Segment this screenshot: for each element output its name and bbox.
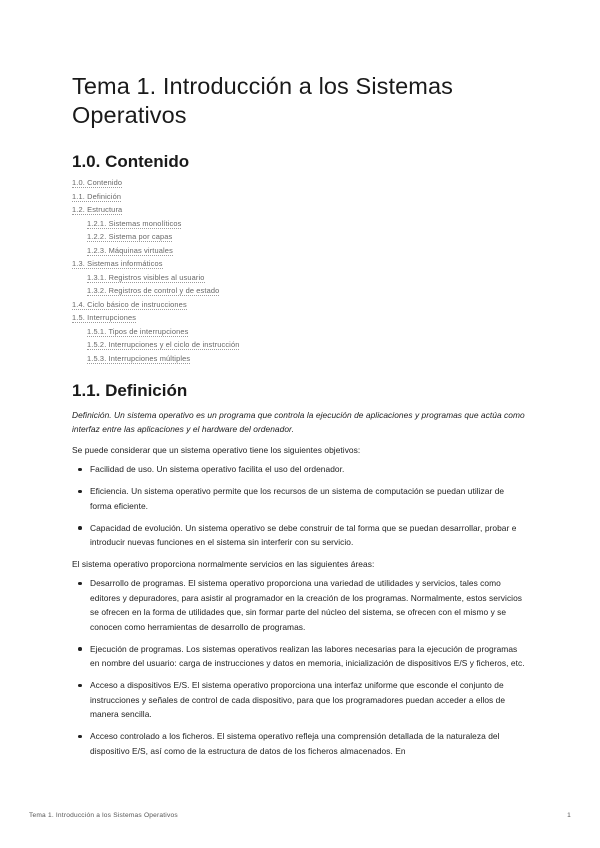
list-item: Desarrollo de programas. El sistema operativo proporciona una variedad de utilidades y servicios, tales como editores y depuradores, para asistir al programador en la creación de los programas. Normalmente, estos servicios se ofrecen en la forma de utilidades que, sin formar parte del núcleo del sistema, se ofrecen con el mismo y se conocen como herramientas de desarrollo de programas. [72,576,528,634]
objectives-intro: Se puede considerar que un sistema operativo tiene los siguientes objetivos: [72,445,361,455]
services-intro: El sistema operativo proporciona normalmente servicios en las siguientes áreas: [72,559,375,569]
toc-item[interactable]: 1.3.2. Registros de control y de estado [87,286,220,295]
list-item: Eficiencia. Un sistema operativo permite que los recursos de un sistema de computación se puedan utilizar de forma eficiente. [72,484,528,513]
section-heading-contenido: 1.0. Contenido [72,152,190,171]
page-number: 1 [567,812,571,819]
toc-item[interactable]: 1.5.2. Interrupciones y el ciclo de instrucción [87,340,240,349]
toc-item[interactable]: 1.2.2. Sistema por capas [87,232,173,241]
section-heading-definicion: 1.1. Definición [72,381,188,400]
toc-item[interactable]: 1.2.1. Sistemas monolíticos [87,218,182,228]
toc-item[interactable]: 1.3.1. Registros visibles al usuario [87,272,205,282]
objectives-list [72,462,528,550]
list-item: Ejecución de programas. Los sistemas operativos realizan las labores necesarias para la ejecución de programas en nombre del usuario: carga de instrucciones y datos en memoria, inicialización de dispositivos E/S y ficheros, etc. [72,642,528,671]
toc-item[interactable]: 1.4. Ciclo básico de instrucciones [72,299,187,309]
toc-item[interactable]: 1.0. Contenido [72,178,123,187]
toc-item[interactable]: 1.5.1. Tipos de interrupciones [87,326,189,336]
toc-item[interactable]: 1.3. Sistemas informáticos [72,259,163,268]
toc-item[interactable]: 1.5. Interrupciones [72,313,137,322]
document-title: Tema 1. Introducción a los Sistemas Operativos [72,73,453,128]
toc-item[interactable]: 1.2.3. Máquinas virtuales [87,245,173,255]
list-item: Facilidad de uso. Un sistema operativo facilita el uso del ordenador. [72,462,528,477]
list-item: Capacidad de evolución. Un sistema operativo se debe construir de tal forma que se puedan desarrollar, probar e introducir nuevas funciones en el sistema sin interferir con su servicio. [72,521,528,550]
services-list [72,576,528,758]
toc-item[interactable]: 1.5.3. Interrupciones múltiples [87,353,191,363]
page-content [72,72,528,762]
definition-paragraph: Definición. Un sistema operativo es un programa que controla la ejecución de aplicaciones y programas que actúa como interfaz entre las aplicaciones y el hardware del ordenador. [72,410,525,434]
list-item: Acceso controlado a los ficheros. El sistema operativo refleja una comprensión detallada de la naturaleza del dispositivo E/S, así como de la estructura de datos de los ficheros almacenados. En [72,729,528,758]
list-item: Acceso a dispositivos E/S. El sistema operativo proporciona una interfaz uniforme que esconde el conjunto de instrucciones y señales de control de cada dispositivo, para que los programadores puedan acceder a ellos de manera sencilla. [72,678,528,722]
toc-item[interactable]: 1.1. Definición [72,191,122,201]
page-footer [29,812,571,819]
footer-title: Tema 1. Introducción a los Sistemas Operativos [29,812,178,819]
table-of-contents [72,176,528,365]
toc-item[interactable]: 1.2. Estructura [72,205,123,214]
